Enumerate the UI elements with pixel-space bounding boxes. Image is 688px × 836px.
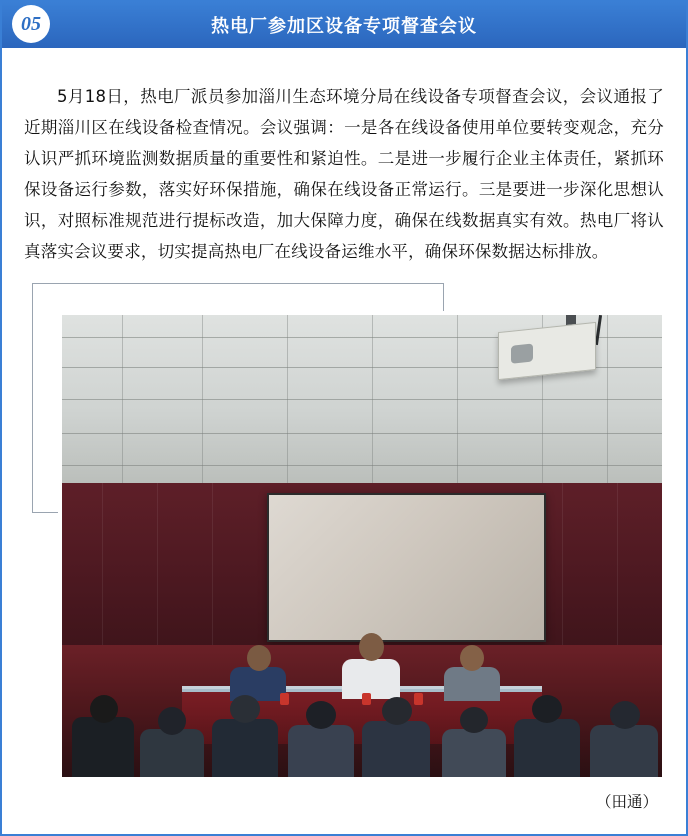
audience-person-head	[230, 695, 260, 723]
audience-person-head	[382, 697, 412, 725]
head-person-left-head	[247, 645, 271, 671]
page-title: 热电厂参加区设备专项督查会议	[211, 16, 477, 37]
audience-person-head	[90, 695, 118, 723]
audience-person	[212, 719, 278, 777]
audience-person	[288, 725, 354, 777]
audience-person-head	[532, 695, 562, 723]
audience-person	[442, 729, 506, 777]
meeting-photo	[58, 311, 666, 781]
page-header	[2, 2, 686, 48]
projection-screen	[267, 493, 546, 642]
audience-person-head	[306, 701, 336, 729]
projector-lens	[511, 343, 533, 363]
audience-person-head	[610, 701, 640, 729]
head-person-right-body	[444, 667, 500, 701]
page-content	[2, 48, 686, 513]
audience-person	[362, 721, 430, 777]
page-number-badge: 05	[12, 5, 50, 43]
audience-person	[72, 717, 134, 777]
audience-person-head	[158, 707, 186, 735]
photo-block	[32, 283, 444, 513]
photo-scene	[62, 315, 662, 777]
author-signature: （田通）	[595, 793, 658, 811]
head-person-right-head	[460, 645, 484, 671]
head-person-center-head	[359, 633, 384, 661]
table-cup-right	[414, 693, 423, 705]
head-person-center-body	[342, 659, 400, 699]
table-cup-center	[362, 693, 371, 705]
table-cup-left	[280, 693, 289, 705]
projector-icon	[498, 322, 596, 380]
audience-person	[140, 729, 204, 777]
audience-person	[590, 725, 658, 777]
audience-person	[514, 719, 580, 777]
article-body-text: 5月18日，热电厂派员参加淄川生态环境分局在线设备专项督查会议，会议通报了近期淄川区在线设备检查情况。会议强调：一是各在线设备使用单位要转变观念，充分认识严抓环境监测数据质量的重要性和紧迫性。二是进一步履行企业主体责任，紧抓环保设备运行参数，落实好环保措施，确保在线设备正常运行。三是要进一步深化思想认识，对照标准规范进行提标改造，加大保障力度，确保在线数据真实有效。热电厂将认真落实会议要求，切实提高热电厂在线设备运维水平，确保环保数据达标排放。	[24, 86, 664, 261]
audience-person-head	[460, 707, 488, 733]
